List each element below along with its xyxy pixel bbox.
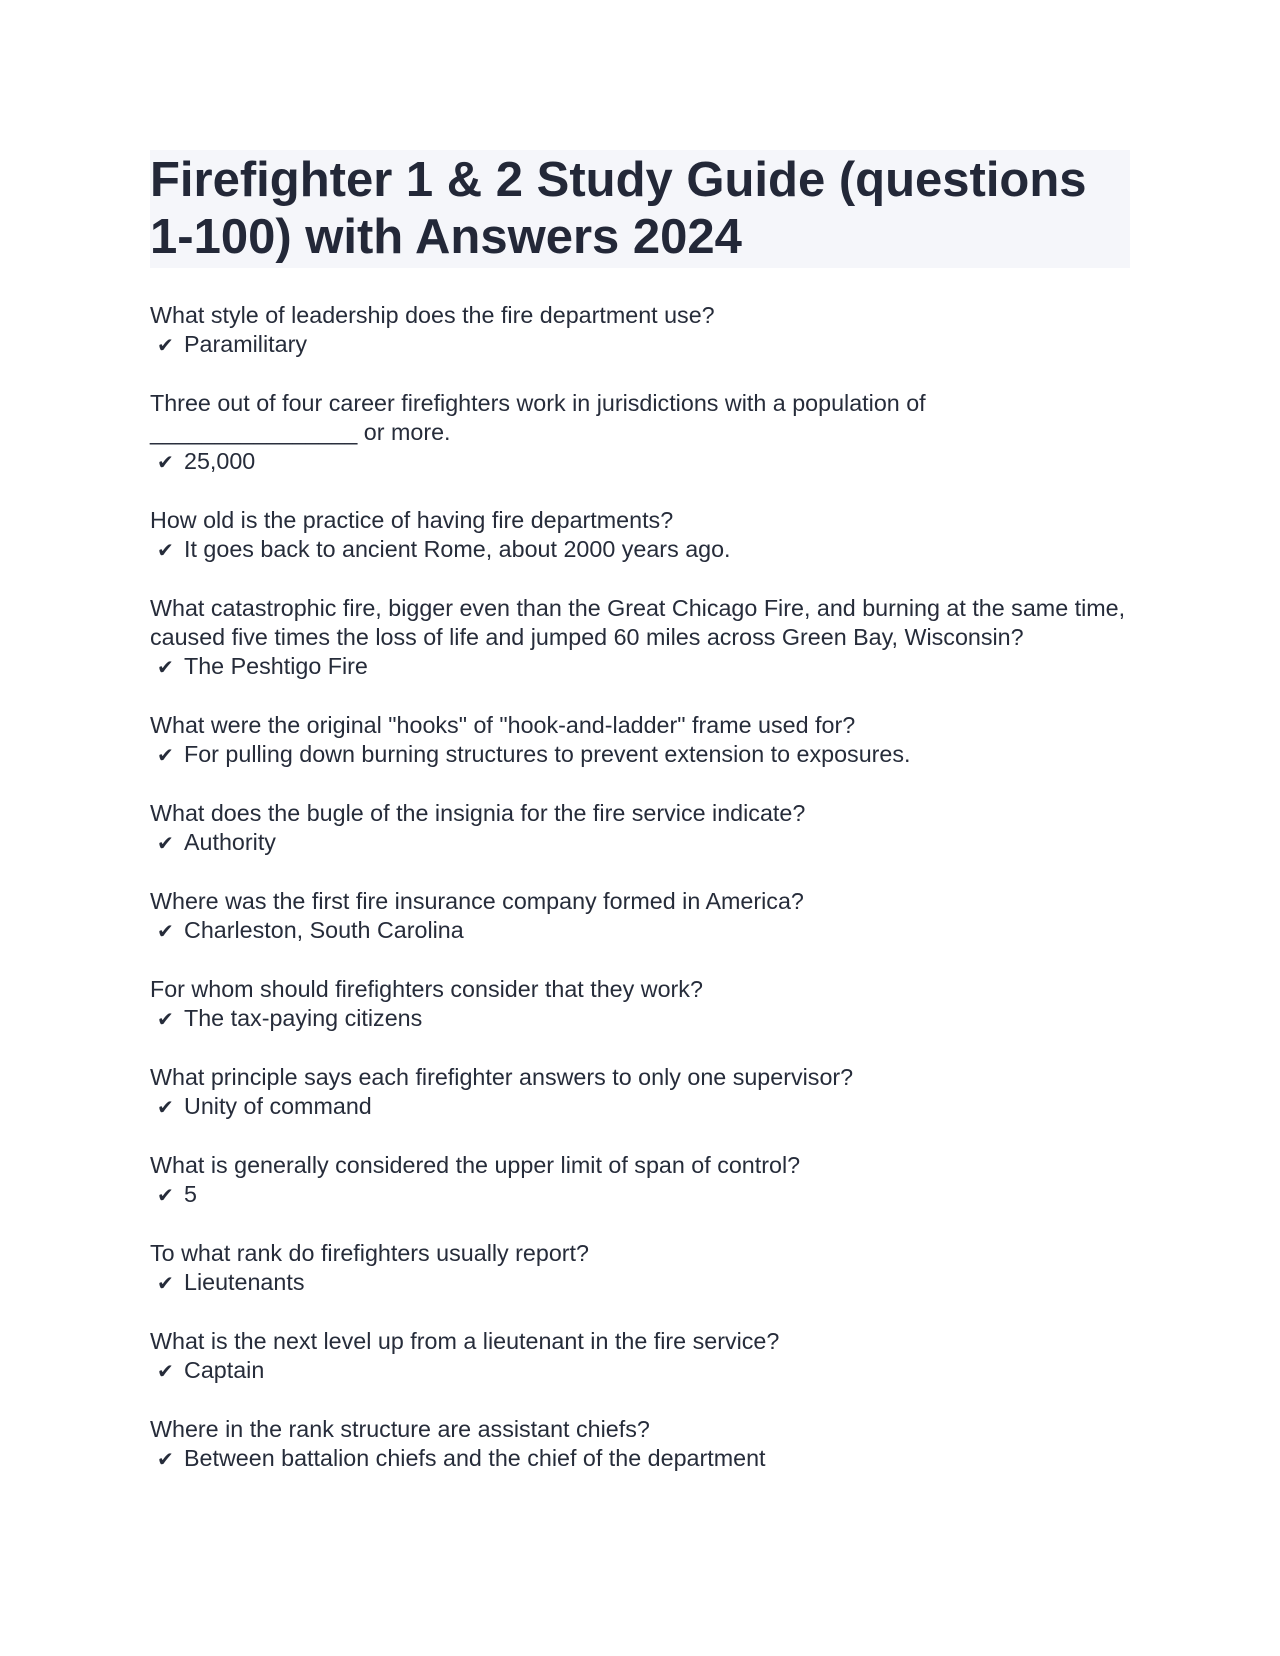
question-text: What style of leadership does the fire department use? (150, 302, 715, 328)
qa-item (150, 389, 1130, 477)
title-block (150, 150, 1130, 268)
qa-item (150, 1151, 1130, 1210)
answer-line (150, 1092, 1130, 1122)
answer-text: Paramilitary (184, 331, 307, 357)
qa-item (150, 975, 1130, 1034)
answer-text: For pulling down burning structures to prevent extension to exposures. (184, 741, 911, 767)
qa-item (150, 506, 1130, 565)
question-text: How old is the practice of having fire departments? (150, 507, 674, 533)
question-text: Where in the rank structure are assistant chiefs? (150, 1416, 650, 1442)
checkmark-icon: ✔ (157, 919, 174, 943)
qa-item (150, 887, 1130, 946)
qa-item (150, 1063, 1130, 1122)
answer-line (150, 1444, 1130, 1474)
checkmark-icon: ✔ (157, 1007, 174, 1031)
answer-line (150, 330, 1130, 360)
checkmark-icon: ✔ (157, 1447, 174, 1471)
qa-item (150, 799, 1130, 858)
qa-item (150, 711, 1130, 770)
answer-text: Lieutenants (184, 1269, 305, 1295)
qa-item (150, 301, 1130, 360)
answer-line (150, 1356, 1130, 1386)
question-text: Where was the first fire insurance company formed in America? (150, 888, 804, 914)
question-text: For whom should firefighters consider that they work? (150, 976, 703, 1002)
checkmark-icon: ✔ (157, 333, 174, 357)
answer-text: 5 (184, 1181, 197, 1207)
checkmark-icon: ✔ (157, 1183, 174, 1207)
question-text: What catastrophic fire, bigger even than the Great Chicago Fire, and burning at the same time, caused five times the loss of life and jumped 60 miles across Green Bay, Wisconsin? (150, 595, 1126, 650)
qa-item (150, 1415, 1130, 1474)
question-text: Three out of four career firefighters work in jurisdictions with a population of ________________ or more. (150, 390, 926, 445)
question-text: What principle says each firefighter answers to only one supervisor? (150, 1064, 854, 1090)
checkmark-icon: ✔ (157, 743, 174, 767)
checkmark-icon: ✔ (157, 1271, 174, 1295)
question-text: What does the bugle of the insignia for the fire service indicate? (150, 800, 806, 826)
checkmark-icon: ✔ (157, 538, 174, 562)
qa-item (150, 1327, 1130, 1386)
checkmark-icon: ✔ (157, 831, 174, 855)
checkmark-icon: ✔ (157, 1095, 174, 1119)
answer-line (150, 1268, 1130, 1298)
qa-item (150, 1239, 1130, 1298)
question-text: What is generally considered the upper limit of span of control? (150, 1152, 801, 1178)
qa-list (150, 301, 1130, 1474)
answer-line (150, 447, 1130, 477)
answer-text: 25,000 (184, 448, 256, 474)
question-text: What were the original "hooks" of "hook-and-ladder" frame used for? (150, 712, 856, 738)
answer-line (150, 652, 1130, 682)
answer-text: Unity of command (184, 1093, 372, 1119)
answer-text: Charleston, South Carolina (184, 917, 464, 943)
qa-item (150, 594, 1130, 682)
checkmark-icon: ✔ (157, 1359, 174, 1383)
answer-line (150, 1004, 1130, 1034)
answer-line (150, 916, 1130, 946)
answer-text: Captain (184, 1357, 265, 1383)
checkmark-icon: ✔ (157, 450, 174, 474)
answer-text: The Peshtigo Fire (184, 653, 368, 679)
checkmark-icon: ✔ (157, 655, 174, 679)
answer-text: It goes back to ancient Rome, about 2000 years ago. (184, 536, 731, 562)
answer-line (150, 1180, 1130, 1210)
question-text: To what rank do firefighters usually report? (150, 1240, 589, 1266)
answer-line (150, 828, 1130, 858)
answer-line (150, 535, 1130, 565)
answer-text: The tax-paying citizens (184, 1005, 423, 1031)
document-title: Firefighter 1 & 2 Study Guide (questions 1-100) with Answers 2024 (150, 153, 1087, 264)
answer-text: Between battalion chiefs and the chief of the department (184, 1445, 766, 1471)
answer-line (150, 740, 1130, 770)
question-text: What is the next level up from a lieutenant in the fire service? (150, 1328, 780, 1354)
answer-text: Authority (184, 829, 276, 855)
document-page (150, 150, 1130, 1503)
